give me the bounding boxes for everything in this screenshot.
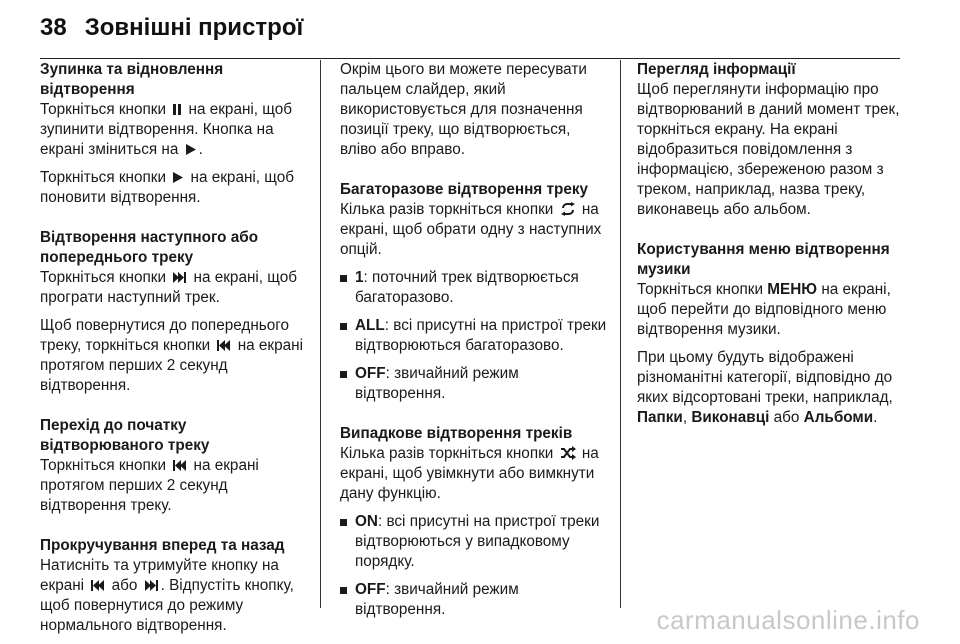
watermark: carmanualsonline.info — [656, 605, 920, 635]
option-text: : всі присутні на пристрої треки відтворюються у випадковому порядку. — [355, 513, 600, 570]
page-number: 38 — [40, 14, 67, 41]
paragraph — [40, 316, 310, 396]
section-heading: Перехід до початку відтворюваного треку — [40, 417, 210, 454]
paragraph — [40, 268, 310, 308]
paragraph — [340, 200, 610, 260]
text: Торкніться кнопки — [40, 101, 167, 118]
option-key: OFF — [355, 365, 386, 382]
text: Кілька разів торкніться кнопки — [340, 445, 554, 462]
page-title: Зовнішні пристрої — [84, 14, 304, 41]
text: При цьому будуть відображені різноманітні категорії, відповідно до яких відсортовані треки, наприклад, — [637, 349, 893, 406]
text: , — [682, 409, 688, 426]
section-heading: Багаторазове відтворення треку — [340, 181, 588, 198]
option-text: : звичайний режим відтворення. — [355, 365, 519, 402]
option-key: ON — [355, 513, 378, 530]
text: Торкніться кнопки — [637, 281, 764, 298]
text: . — [873, 409, 878, 426]
repeat-icon — [560, 202, 576, 216]
option-text: : звичайний режим відтворення. — [355, 581, 519, 618]
column-divider-1 — [320, 60, 321, 608]
text: на екрані протягом перших 2 секунд відтворення. — [40, 337, 303, 394]
bullet-square — [340, 519, 347, 526]
section-shuffle — [340, 424, 610, 620]
text: . — [198, 141, 203, 158]
pause-icon — [172, 103, 182, 116]
section-heading: Випадкове відтворення треків — [340, 425, 573, 442]
skip-next-icon — [172, 271, 187, 284]
column-3 — [637, 60, 907, 436]
text: на екрані, щоб обрати одну з наступних опцій. — [340, 201, 602, 258]
text: на екрані, щоб поновити відтворення. — [40, 169, 294, 206]
text: Щоб повернутися до попереднього треку, торкніться кнопки — [40, 317, 289, 354]
paragraph — [40, 168, 310, 208]
paragraph — [637, 280, 907, 340]
section-next-previous — [40, 228, 310, 396]
section-view-info — [637, 60, 907, 220]
skip-previous-icon — [216, 339, 231, 352]
paragraph: Щоб переглянути інформацію про відтворюваний в даний момент трек, торкніться екрану. На екрані відобразиться повідомлення з інформацією, збереженою разом з треком, наприклад, назва треку, виконавець або альбом. — [637, 81, 900, 218]
paragraph — [340, 444, 610, 504]
text: на екрані протягом перших 2 секунд відтворення треку. — [40, 457, 259, 514]
option-text: : поточний трек відтворюється багаторазово. — [355, 269, 579, 306]
list-item — [340, 512, 610, 572]
paragraph: Окрім цього ви можете пересувати пальцем слайдер, який використовується для позначення позиції треку, що відтворюється, вліво або вправо. — [340, 61, 587, 158]
text: Торкніться кнопки — [40, 169, 167, 186]
paragraph — [40, 100, 310, 160]
section-heading: Зупинка та відновлення відтворення — [40, 61, 224, 98]
text: на екрані, щоб перейти до відповідного меню відтворення музики. — [637, 281, 891, 338]
play-icon — [172, 171, 184, 184]
section-track-start — [40, 416, 310, 516]
bullet-square — [340, 371, 347, 378]
play-icon — [185, 143, 197, 156]
section-stop-resume — [40, 60, 310, 208]
category-albums: Альбоми — [803, 409, 874, 426]
section-music-menu — [637, 240, 907, 428]
bullet-square — [340, 323, 347, 330]
text: або — [111, 577, 138, 594]
text: . Відпустіть кнопку, щоб повернутися до режиму нормального відтворення. — [40, 577, 294, 634]
column-divider-2 — [620, 60, 621, 608]
paragraph — [40, 556, 310, 636]
page-header — [40, 14, 303, 42]
column-2 — [340, 60, 610, 628]
list-item — [340, 364, 610, 404]
bullet-square — [340, 587, 347, 594]
section-fast-forward-rewind — [40, 536, 310, 636]
text: Торкніться кнопки — [40, 457, 167, 474]
text: Кілька разів торкніться кнопки — [340, 201, 554, 218]
skip-previous-icon — [90, 579, 105, 592]
section-heading: Перегляд інформації — [637, 61, 796, 78]
paragraph — [637, 348, 907, 428]
option-key: OFF — [355, 581, 386, 598]
shuffle-icon — [560, 446, 576, 460]
header-divider — [40, 58, 900, 59]
text: Натисніть та утримуйте кнопку на екрані — [40, 557, 279, 594]
paragraph — [40, 456, 310, 516]
section-repeat — [340, 180, 610, 404]
option-key: 1 — [355, 269, 364, 286]
section-heading: Користування меню відтворення музики — [637, 241, 890, 278]
text: на екрані, щоб увімкнути або вимкнути дану функцію. — [340, 445, 599, 502]
column-1 — [40, 60, 310, 644]
option-key: ALL — [355, 317, 385, 334]
category-artists: Виконавці — [691, 409, 770, 426]
text: на екрані, щоб програти наступний трек. — [40, 269, 297, 306]
text: на екрані, щоб зупинити відтворення. Кнопка на екрані зміниться на — [40, 101, 292, 158]
menu-button-label: МЕНЮ — [767, 281, 818, 298]
text: Торкніться кнопки — [40, 269, 167, 286]
list-item — [340, 268, 610, 308]
text: або — [773, 409, 800, 426]
section-heading: Прокручування вперед та назад — [40, 537, 285, 554]
list-item — [340, 316, 610, 356]
option-text: : всі присутні на пристрої треки відтворюються багаторазово. — [355, 317, 607, 354]
bullet-square — [340, 275, 347, 282]
skip-previous-icon — [172, 459, 187, 472]
list-item — [340, 580, 610, 620]
section-heading: Відтворення наступного або попереднього треку — [40, 229, 259, 266]
skip-next-icon — [144, 579, 159, 592]
category-folders: Папки — [637, 409, 683, 426]
